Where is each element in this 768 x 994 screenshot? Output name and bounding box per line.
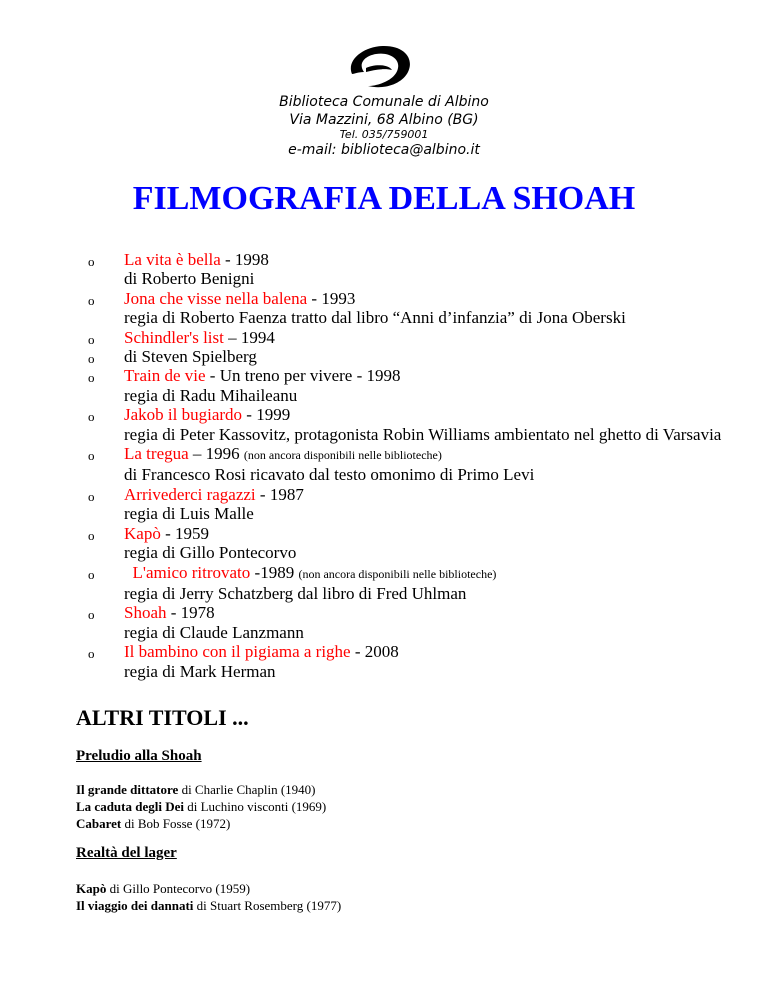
item-credit: di Stuart Rosemberg (1977) (193, 898, 342, 913)
film-title: La tregua (124, 444, 189, 464)
film-item (88, 603, 728, 642)
bullet-icon: o (88, 448, 95, 464)
list-item (76, 781, 326, 798)
availability-note: (non ancora disponibili nelle biblioteche) (243, 448, 442, 463)
film-item (88, 524, 728, 563)
bullet-icon: o (88, 488, 95, 504)
film-year: – 1994 (223, 327, 275, 347)
list-item (76, 897, 341, 914)
library-email: e-mail: biblioteca@albino.it (288, 142, 480, 158)
film-title: Kapò (124, 523, 161, 543)
film-director: regia di Luis Malle (124, 504, 254, 524)
bullet-icon: o (88, 331, 95, 347)
page-title: FILMOGRAFIA DELLA SHOAH (132, 180, 636, 217)
bullet-icon: o (88, 254, 95, 269)
film-item (88, 444, 728, 485)
availability-note: (non ancora disponibili nelle biblioteche) (298, 566, 497, 581)
film-title: Jona che visse nella balena (124, 288, 308, 308)
film-year: - 1987 (255, 484, 304, 504)
film-item (88, 563, 728, 604)
section-heading-altri-titoli: ALTRI TITOLI ... (76, 705, 249, 730)
library-logo (344, 42, 416, 92)
section-heading-preludio: Preludio alla Shoah (76, 748, 202, 764)
item-title: Kapò (76, 881, 107, 896)
film-director: regia di Claude Lanzmann (124, 622, 304, 642)
bullet-icon: o (88, 527, 95, 543)
film-director: regia di Mark Herman (124, 661, 276, 681)
library-name: Biblioteca Comunale di Albino (279, 94, 489, 110)
film-director: regia di Peter Kassovitz, protagonista Robin Williams ambientato nel ghetto di Varsavia (124, 424, 722, 444)
bullet-icon: o (88, 566, 95, 582)
list-item (76, 815, 326, 832)
section-heading-realta-lager: Realtà del lager (76, 845, 177, 861)
film-title: L'amico ritrovato (124, 562, 251, 582)
film-year: -1989 (250, 562, 299, 582)
item-title: La caduta degli Dei (76, 799, 184, 814)
film-title: Train de vie (124, 366, 206, 386)
item-credit: di Luchino visconti (1969) (183, 799, 327, 814)
film-year: - 1959 (160, 523, 209, 543)
film-year: - 1999 (242, 405, 291, 425)
film-title: Schindler's list (124, 327, 224, 347)
bullet-icon: o (88, 351, 95, 367)
item-title: Il viaggio dei dannati (76, 898, 194, 913)
film-director: regia di Jerry Schatzberg dal libro di Fred Uhlman (124, 583, 467, 603)
film-year: - Un treno per vivere - 1998 (205, 366, 401, 386)
film-item (88, 405, 728, 444)
film-director: regia di Roberto Faenza tratto dal libro “Anni d’infanzia” di Jona Oberski (124, 308, 626, 328)
film-year: - 1993 (307, 288, 356, 308)
film-item (88, 328, 728, 347)
item-title: Il grande dittatore (76, 782, 179, 797)
film-director: di Steven Spielberg (124, 347, 257, 367)
film-item (88, 485, 728, 524)
film-year: - 1978 (166, 603, 215, 623)
film-director: regia di Gillo Pontecorvo (124, 543, 297, 563)
film-year: - 2008 (350, 642, 399, 662)
item-credit: di Gillo Pontecorvo (1959) (106, 881, 251, 896)
film-title: Jakob il bugiardo (124, 405, 243, 425)
film-item (88, 366, 728, 405)
film-item (88, 250, 728, 289)
list-item (76, 798, 326, 815)
film-year: – 1996 (188, 444, 244, 464)
film-director: regia di Radu Mihaileanu (124, 385, 298, 405)
bullet-icon: o (88, 292, 95, 308)
film-list (88, 250, 728, 681)
film-title: Shoah (124, 603, 167, 623)
film-item (88, 289, 728, 328)
bullet-icon: o (88, 607, 95, 623)
film-item (88, 642, 728, 681)
bullet-icon: o (88, 409, 95, 425)
bullet-icon: o (88, 646, 95, 662)
item-credit: di Bob Fosse (1972) (121, 816, 231, 831)
item-title: Cabaret (76, 816, 122, 831)
film-director: di Roberto Benigni (124, 269, 255, 289)
film-title: Il bambino con il pigiama a righe (124, 642, 351, 662)
section-list-preludio (76, 781, 326, 832)
film-title: La vita è bella (124, 250, 221, 269)
bullet-icon: o (88, 370, 95, 386)
library-address: Via Mazzini, 68 Albino (BG) (289, 112, 479, 128)
film-year: - 1998 (220, 250, 269, 269)
film-item (88, 347, 728, 366)
item-credit: di Charlie Chaplin (1940) (178, 782, 316, 797)
list-item (76, 880, 341, 897)
library-phone: Tel. 035/759001 (339, 128, 429, 141)
section-list-realta-lager (76, 880, 341, 914)
film-director: di Francesco Rosi ricavato dal testo omonimo di Primo Levi (124, 465, 535, 485)
film-title: Arrivederci ragazzi (124, 484, 256, 504)
